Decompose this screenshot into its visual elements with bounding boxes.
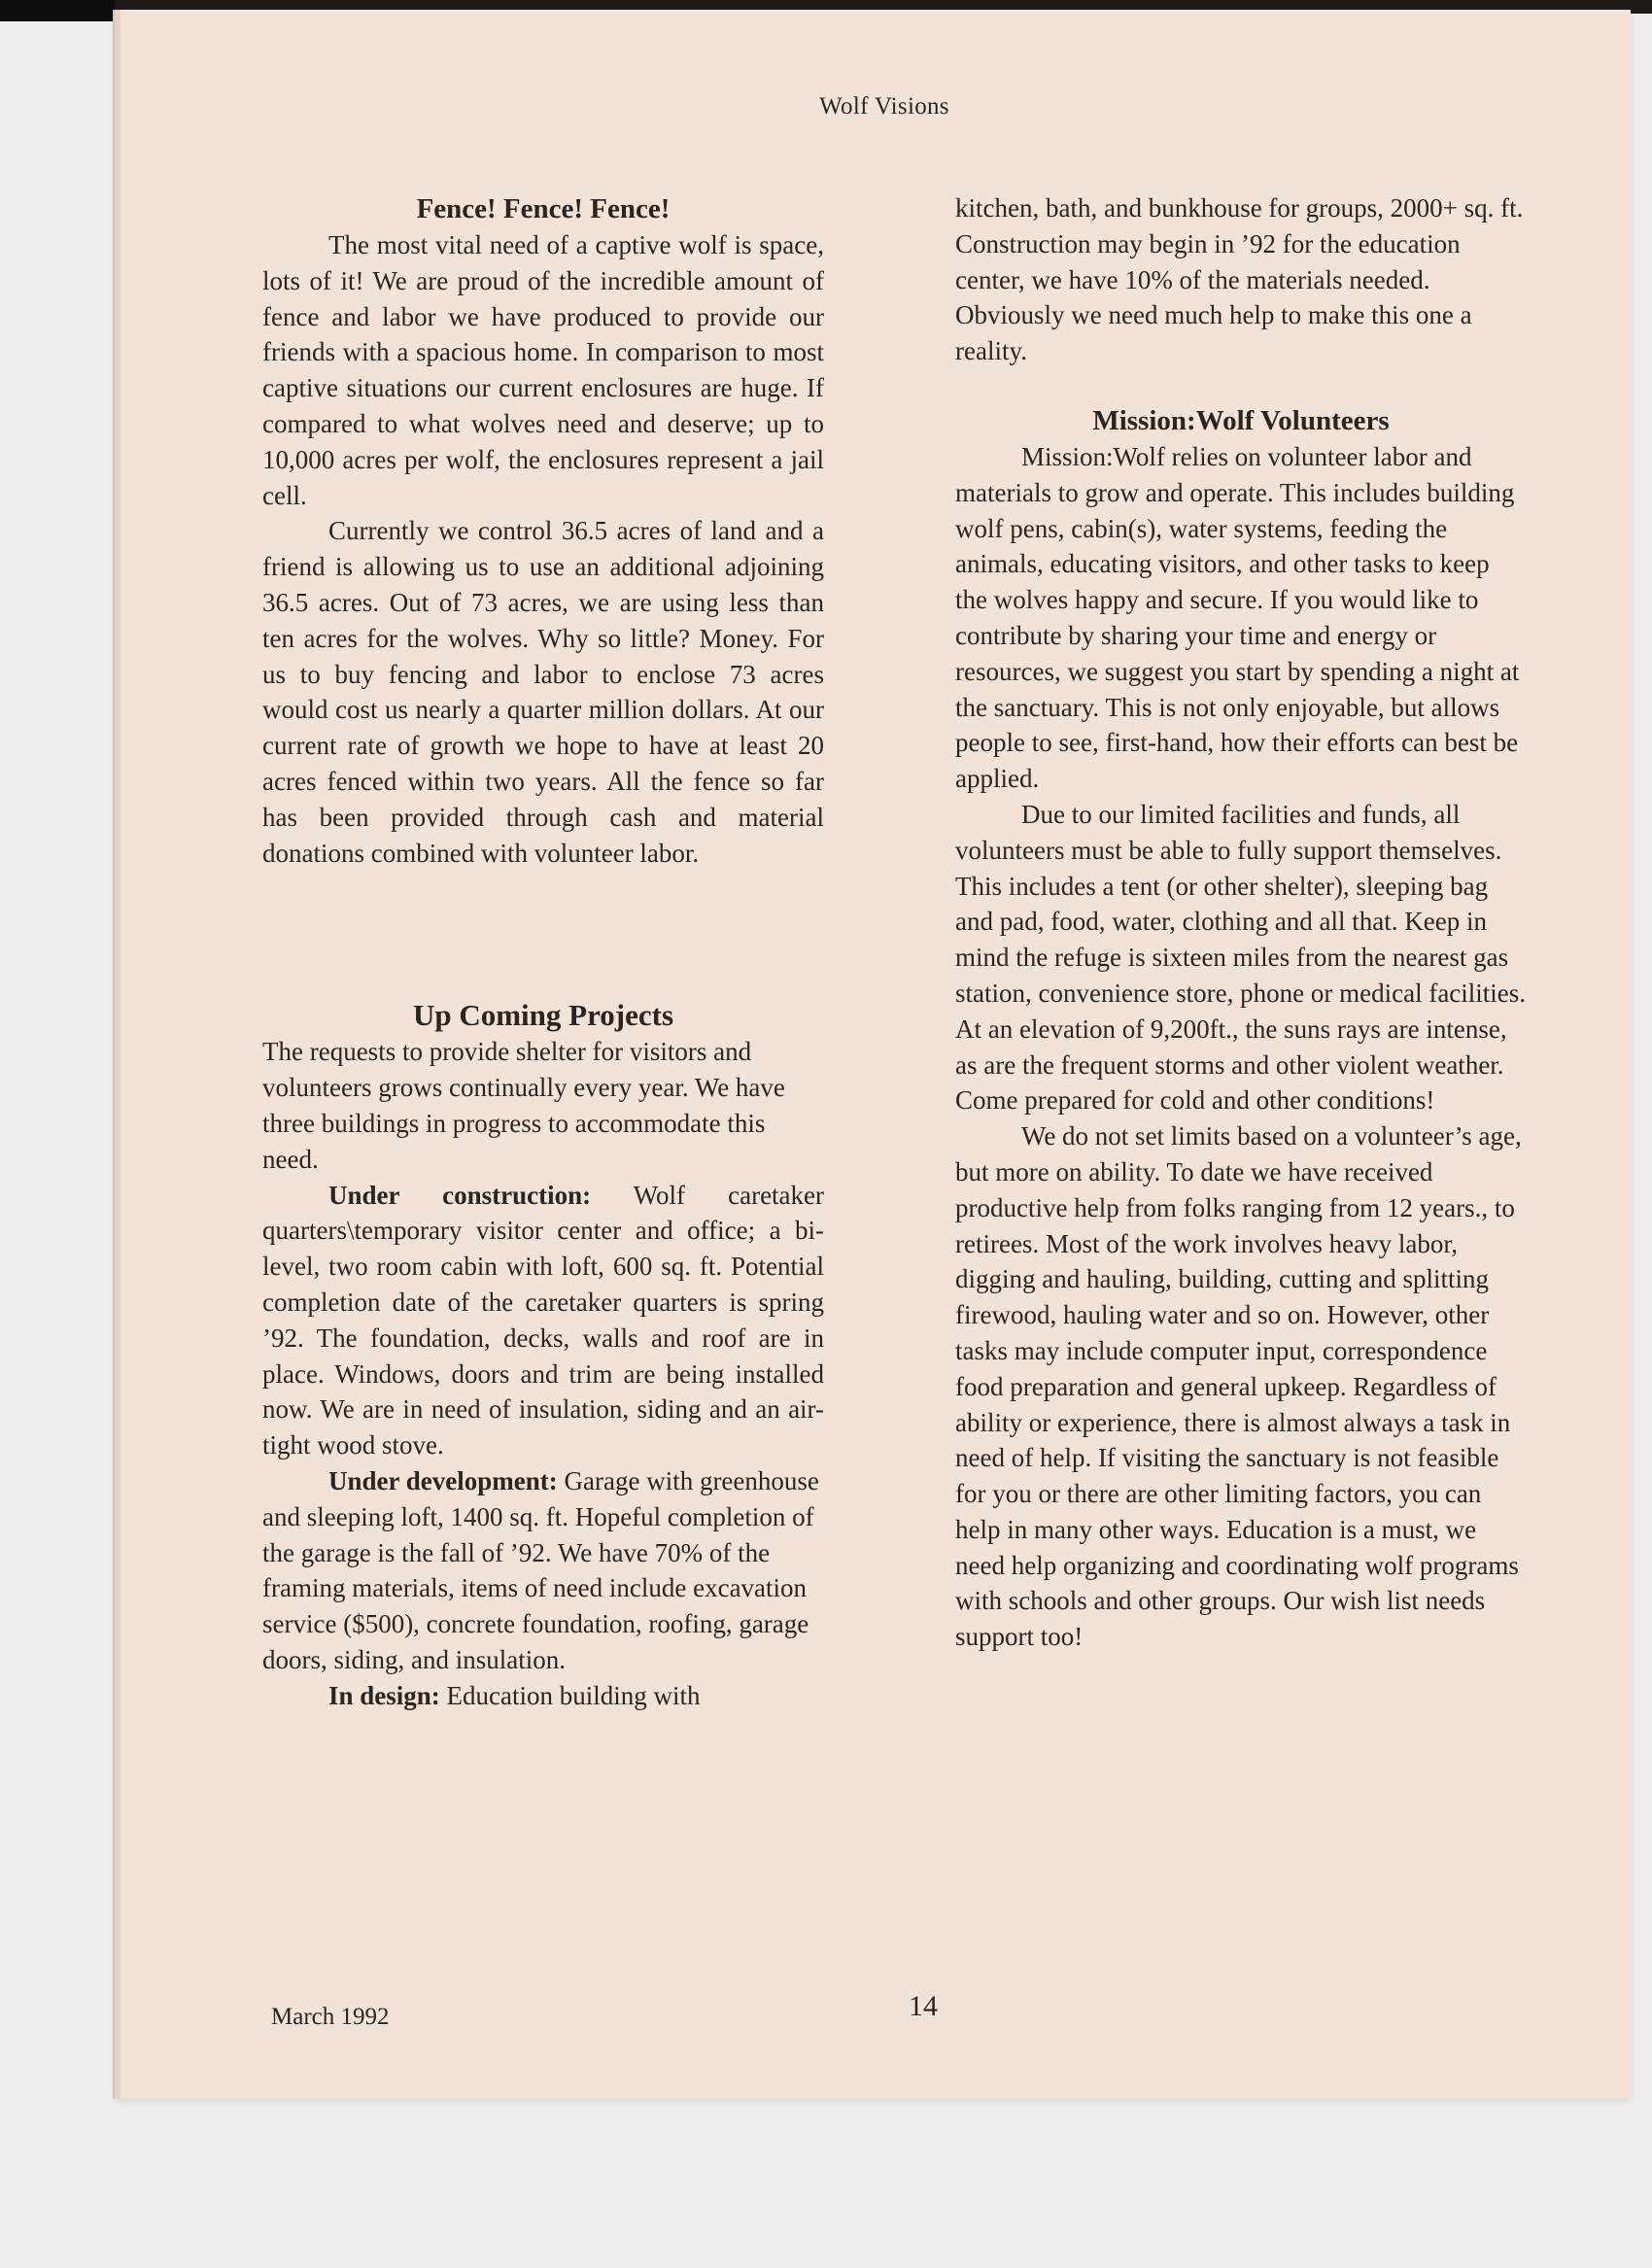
issue-date: March 1992 xyxy=(271,2004,390,2030)
continuation-paragraph: kitchen, bath, and bunkhouse for groups, 2000+ sq. ft. Construction may begin in ’92 for the education center, we have 10% of the materials needed. Obviously we need much help to make this one a reality. xyxy=(955,193,1524,366)
column-spacer xyxy=(262,871,824,997)
column-spacer xyxy=(955,369,1527,402)
volunteers-heading: Mission:Wolf Volunteers xyxy=(1092,404,1390,436)
page-edge xyxy=(115,10,120,2099)
volunteers-paragraph: Mission:Wolf relies on volunteer labor and materials to grow and operate. This includes building wolf pens, cabin(s), water systems, feeding the animals, educating visitors, and other tasks to keep the wolves happy and secure. If you would like to contribute by sharing your time and energy or resources, we suggest you start by spending a night at the sanctuary. This is not only enjoyable, but allows people to see, first-hand, how their efforts can best be applied. xyxy=(955,441,1520,794)
project-label: In design: xyxy=(328,1680,440,1710)
project-label: Under development: xyxy=(328,1465,558,1495)
projects-section xyxy=(262,997,824,1713)
volunteers-paragraph: We do not set limits based on a volunteer’s age, but more on ability. To date we have received productive help from folks ranging from 12 years., to retirees. Most of the work involves heavy labor, digging and hauling, building, cutting and splitting firewood, hauling water and so on. However, other tasks may include computer input, correspondence food preparation and general upkeep. Regardless of ability or experience, there is almost always a task in need of help. If visiting the sanctuary is not feasible for you or there are other limiting factors, you can help in many other ways. Education is a must, we need help organizing and coordinating wolf programs with schools and other groups. Our wish list needs support too! xyxy=(955,1121,1522,1652)
projects-intro: The requests to provide shelter for visitors and volunteers grows continually every year. We have three buildings in progress to accommodate this need. xyxy=(262,1037,785,1174)
right-column xyxy=(955,190,1527,1655)
running-header: Wolf Visions xyxy=(819,93,949,120)
project-text: Education building with xyxy=(446,1680,701,1710)
fence-paragraph: Currently we control 36.5 acres of land and a friend is allowing us to use an additional adjoining 36.5 acres. Out of 73 acres, we are using less than ten acres for the wolves. Why so little? Money. For us to buy fencing and labor to enclose 73 acres would cost us nearly a quarter million dollars. At our current rate of growth we hope to have at least 20 acres fenced within two years. All the fence so far has been provided through cash and material donations combined with volunteer labor. xyxy=(262,516,824,868)
project-item xyxy=(262,1178,824,1463)
fence-heading: Fence! Fence! Fence! xyxy=(416,193,671,224)
fence-paragraph: The most vital need of a captive wolf is space, lots of it! We are proud of the incredible amount of fence and labor we have produced to provide our friends with a spacious home. In comparison to most captive situations our current enclosures are huge. If compared to what wolves need and deserve; up to 10,000 acres per wolf, the enclosures represent a jail cell. xyxy=(262,230,824,510)
scan-corner-shadow xyxy=(0,0,115,21)
project-item xyxy=(262,1678,824,1714)
fence-section xyxy=(262,190,824,871)
project-text: Garage with greenhouse and sleeping loft, 1400 sq. ft. Hopeful completion of the garage is the fall of ’92. We have 70% of the framing materials, items of need include excavation service ($500), concrete foundation, roofing, garage doors, siding, and insulation. xyxy=(262,1465,819,1674)
project-text: Wolf caretaker quarters\temporary visitor center and office; a bi-level, two room cabin with loft, 600 sq. ft. Potential completion date of the caretaker quarters is spring ’92. The foundation, decks, walls and roof are in place. Windows, doors and trim are being installed now. We are in need of insulation, siding and an air-tight wood stove. xyxy=(262,1180,825,1460)
volunteers-paragraph: Due to our limited facilities and funds, all volunteers must be able to fully support themselves. This includes a tent (or other shelter), sleeping bag and pad, food, water, clothing and all that. Keep in mind the refuge is sixteen miles from the nearest gas station, convenience store, phone or medical facilities. At an elevation of 9,200ft., the suns rays are intense, as are the frequent storms and other violent weather. Come prepared for cold and other conditions! xyxy=(955,799,1527,1116)
page-number: 14 xyxy=(909,1990,938,2022)
project-item xyxy=(262,1463,824,1678)
volunteers-section xyxy=(955,402,1527,1655)
left-column xyxy=(262,190,824,1713)
project-label: Under construction: xyxy=(328,1180,592,1210)
projects-heading: Up Coming Projects xyxy=(412,998,674,1033)
